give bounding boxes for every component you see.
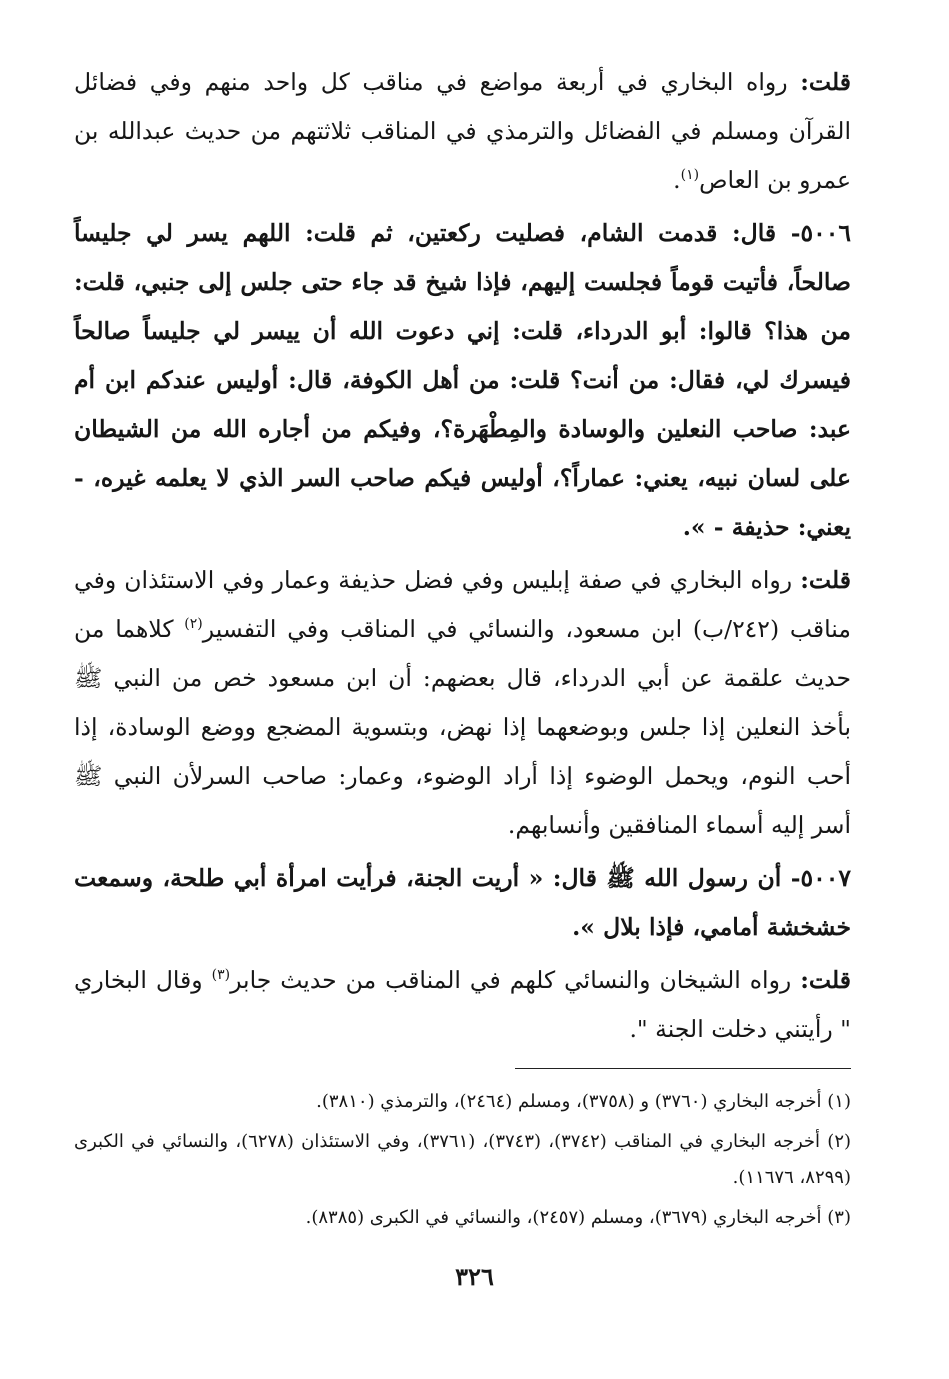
paragraph-lead: قلت: xyxy=(800,68,851,96)
paragraph-lead: قلت: xyxy=(800,566,851,594)
paragraph-lead: قلت: xyxy=(800,966,852,994)
footnote-ref[interactable]: (٣) xyxy=(211,967,231,984)
paragraph-commentary-3 xyxy=(74,956,851,1054)
paragraph-body: رواه البخاري في أربعة مواضع في مناقب كل واحد منهم وفي فضائل القرآن ومسلم في الفضائل والترمذي في المناقب ثلاثتهم من حديث عبدالله بن عمرو بن العاص xyxy=(74,68,851,194)
paragraph-tail: كلاهما من حديث علقمة عن أبي الدرداء، قال بعضهم: أن ابن مسعود خص من النبي ﷺ بأخذ النعلين إذا جلس وبوضعهما إذا نهض، وبتسوية المضجع ووضع الوسادة، إذا أحب النوم، ويحمل الوضوء إذا أراد الوضوء، وعمار: صاحب السرلأن النبي ﷺ أسر إليه أسماء المنافقين وأنسابهم. xyxy=(74,615,851,839)
footnote-3 xyxy=(74,1200,851,1236)
footnote-text: أخرجه البخاري (٣٧٦٠) و (٣٧٥٨)، ومسلم (٢٤٦٤)، والترمذي (٣٨١٠). xyxy=(316,1091,828,1112)
paragraph-commentary-1 xyxy=(74,58,851,205)
footnote-number: (٣) xyxy=(827,1207,851,1228)
paragraph-hadith-5007 xyxy=(74,854,851,952)
footnote-2 xyxy=(74,1124,851,1196)
paragraph-lead: ٥٠٠٦- قال: xyxy=(731,219,851,247)
paragraph-body: رواه البخاري في صفة إبليس وفي فضل حذيفة وعمار وفي الاستئذان وفي مناقب (٢٤٢/ب) ابن مسعود، والنسائي في المناقب وفي التفسير xyxy=(74,566,851,643)
paragraph-lead: ٥٠٠٧- أن رسول الله ﷺ قال: xyxy=(552,864,851,892)
footnotes xyxy=(74,1084,851,1240)
footnote-text: أخرجه البخاري (٣٦٧٩)، ومسلم (٢٤٥٧)، والنسائي في الكبرى (٨٣٨٥). xyxy=(305,1207,828,1228)
footnote-number: (٢) xyxy=(827,1131,852,1152)
footnote-number: (١) xyxy=(827,1091,851,1112)
footnote-separator xyxy=(515,1068,851,1069)
paragraph-tail: . xyxy=(673,166,681,194)
footnote-ref[interactable]: (٢) xyxy=(184,616,203,633)
paragraph-body: رواه الشيخان والنسائي كلهم في المناقب من حديث جابر xyxy=(230,966,801,994)
footnote-text: أخرجه البخاري في المناقب (٣٧٤٢)، (٣٧٤٣)، (٣٧٦١)، وفي الاستئذان (٦٢٧٨)، والنسائي في الكبرى (٨٢٩٩، ١١٦٧٦). xyxy=(74,1131,851,1188)
paragraph-tail: وقال البخاري " رأيتني دخلت الجنة ". xyxy=(74,966,851,1043)
paragraph-body: « أريت الجنة، فرأيت امرأة أبي طلحة، وسمعت خشخشة أمامي، فإذا بلال ». xyxy=(74,864,851,941)
paragraph-hadith-5006 xyxy=(74,209,851,552)
paragraph-body: قدمت الشام، فصليت ركعتين، ثم قلت: اللهم يسر لي جليساً صالحاً، فأتيت قوماً فجلست إليهم، فإذا شيخ قد جاء حتى جلس إلى جنبي، قلت: من هذا؟ قالوا: أبو الدرداء، قلت: إني دعوت الله أن ييسر لي جليساً صالحاً فيسرك لي، فقال: من أنت؟ قلت: من أهل الكوفة، قال: أوليس عندكم ابن أم عبد: صاحب النعلين والوسادة والمِطْهَرة؟، وفيكم من أجاره الله من الشيطان على لسان نبيه، يعني: عماراً؟، أوليس فيكم صاحب السر الذي لا يعلمه غيره، - يعني: حذيفة - ». xyxy=(74,219,851,541)
page-number: ٣٢٦ xyxy=(455,1262,494,1291)
main-text xyxy=(74,58,851,1058)
footnote-1 xyxy=(74,1084,851,1120)
footnote-ref[interactable]: (١) xyxy=(680,167,700,184)
paragraph-commentary-2 xyxy=(74,556,851,850)
